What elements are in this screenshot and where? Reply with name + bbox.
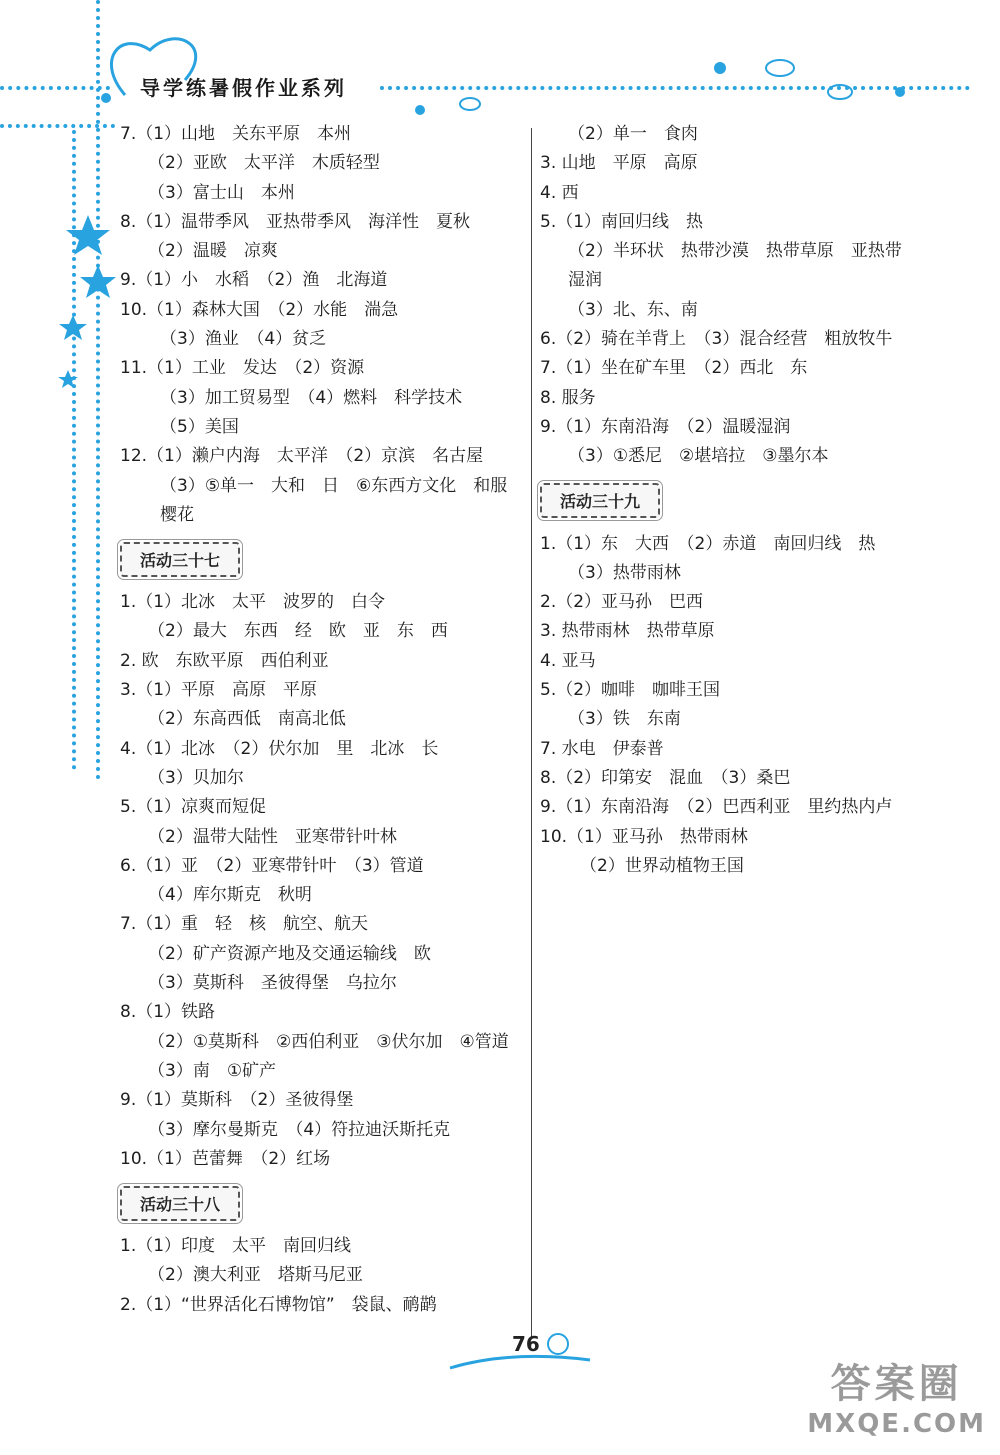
answer-line: （2）矿产资源产地及交通运输线 欧 bbox=[148, 943, 431, 964]
answer-line: 5.（1）凉爽而短促 bbox=[120, 797, 267, 818]
answer-line: （2）温带大陆性 亚寒带针叶林 bbox=[148, 826, 397, 847]
watermark bbox=[807, 1352, 986, 1439]
answer-line: 樱花 bbox=[160, 504, 194, 525]
answer-line: 12.（1）濑户内海 太平洋 （2）京滨 名古屋 bbox=[120, 446, 484, 467]
section-heading bbox=[120, 1174, 520, 1232]
answer-line: （3）南 ①矿产 bbox=[148, 1060, 277, 1081]
answer-line: 8.（1）铁路 bbox=[120, 1002, 216, 1023]
answer-line: 9.（1）东南沿海 （2）巴西利亚 里约热内卢 bbox=[540, 797, 893, 818]
answer-line: 3. 热带雨林 热带草原 bbox=[540, 621, 715, 642]
column-divider bbox=[531, 128, 532, 1338]
answer-line: 9.（1）东南沿海 （2）温暖湿润 bbox=[540, 416, 791, 437]
answer-line: 10.（1）森林大国 （2）水能 湍急 bbox=[120, 299, 399, 320]
answer-line: 2.（1）“世界活化石博物馆” 袋鼠、鸸鹋 bbox=[120, 1294, 437, 1315]
answer-line: （2）世界动植物王国 bbox=[580, 855, 744, 876]
star-icon bbox=[58, 210, 118, 430]
answer-line: （3）①悉尼 ②堪培拉 ③墨尔本 bbox=[568, 446, 829, 467]
answer-line: 5.（1）南回归线 热 bbox=[540, 211, 704, 232]
heart-icon bbox=[0, 0, 1000, 130]
answer-line: 9.（1）小 水稻 （2）渔 北海道 bbox=[120, 270, 388, 291]
dotted-rule bbox=[380, 86, 970, 90]
answer-line: （3）铁 东南 bbox=[568, 709, 681, 730]
answer-line: （2）最大 东西 经 欧 亚 东 西 bbox=[148, 621, 448, 642]
answer-line: 9.（1）莫斯科 （2）圣彼得堡 bbox=[120, 1090, 354, 1111]
answer-line: （3）莫斯科 圣彼得堡 乌拉尔 bbox=[148, 973, 397, 994]
answer-line: （3）北、东、南 bbox=[568, 299, 698, 320]
answer-line: （3）渔业 （4）贫乏 bbox=[160, 329, 327, 350]
answer-line: 7.（1）重 轻 核 航空、航天 bbox=[120, 914, 369, 935]
answer-line: 4. 西 bbox=[540, 182, 579, 203]
series-title: 导学练暑假作业系列 bbox=[140, 76, 347, 100]
section-heading bbox=[120, 530, 520, 588]
answer-line: 8.（1）温带季风 亚热带季风 海洋性 夏秋 bbox=[120, 211, 471, 232]
answer-line: （3）摩尔曼斯克 （4）符拉迪沃斯托克 bbox=[148, 1119, 451, 1140]
section-badge: 活动三十九 bbox=[540, 483, 660, 518]
answer-line: （3）贝加尔 bbox=[148, 767, 244, 788]
answer-line: 3.（1）平原 高原 平原 bbox=[120, 680, 318, 701]
answer-line: 8. 服务 bbox=[540, 387, 596, 408]
answer-line: 7.（1）坐在矿车里 （2）西北 东 bbox=[540, 358, 808, 379]
answer-column-right bbox=[540, 120, 960, 881]
answer-line: 1.（1）东 大西 （2）赤道 南回归线 热 bbox=[540, 533, 876, 554]
answer-line: 7.（1）山地 关东平原 本州 bbox=[120, 124, 352, 144]
answer-line: （4）库尔斯克 秋明 bbox=[148, 885, 312, 906]
answer-line: （2）澳大利亚 塔斯马尼亚 bbox=[148, 1265, 363, 1286]
answer-line: 11.（1）工业 发达 （2）资源 bbox=[120, 358, 365, 379]
watermark-text: 答案圈 bbox=[830, 1361, 963, 1407]
answer-line: 10.（1）芭蕾舞 （2）红场 bbox=[120, 1148, 331, 1169]
answer-line: 4. 亚马 bbox=[540, 650, 596, 671]
answer-line: （3）加工贸易型 （4）燃料 科学技术 bbox=[160, 387, 463, 408]
answer-line: （3）富士山 本州 bbox=[148, 182, 295, 203]
answer-line: （5）美国 bbox=[160, 416, 239, 437]
answer-line: （3）⑤单一 大和 日 ⑥东西方文化 和服 bbox=[160, 475, 508, 496]
answer-column-left bbox=[120, 120, 520, 1320]
dotted-rule bbox=[0, 86, 110, 90]
answer-line: 7. 水电 伊泰普 bbox=[540, 738, 664, 759]
page-number: 76 bbox=[512, 1332, 540, 1356]
section-badge: 活动三十七 bbox=[120, 542, 240, 577]
answer-line: （2）亚欧 太平洋 木质轻型 bbox=[148, 153, 380, 174]
answer-line: 6.（2）骑在羊背上 （3）混合经营 粗放牧牛 bbox=[540, 329, 893, 350]
answer-line: 6.（1）亚 （2）亚寒带针叶 （3）管道 bbox=[120, 855, 424, 876]
section-badge: 活动三十八 bbox=[120, 1186, 240, 1221]
answer-line: 2. 欧 东欧平原 西伯利亚 bbox=[120, 650, 329, 671]
answer-line: 1.（1）北冰 太平 波罗的 白令 bbox=[120, 592, 386, 613]
answer-line: 3. 山地 平原 高原 bbox=[540, 153, 698, 174]
answer-line: （2）半环状 热带沙漠 热带草原 亚热带 bbox=[568, 241, 902, 262]
answer-line: （3）热带雨林 bbox=[568, 562, 681, 583]
answer-line: 2.（2）亚马孙 巴西 bbox=[540, 592, 704, 613]
watermark-url: MXQE.COM bbox=[807, 1409, 986, 1439]
answer-line: （2）东高西低 南高北低 bbox=[148, 709, 346, 730]
answer-line: 1.（1）印度 太平 南回归线 bbox=[120, 1236, 352, 1257]
answer-line: 10.（1）亚马孙 热带雨林 bbox=[540, 826, 748, 847]
answer-line: （2）①莫斯科 ②西伯利亚 ③伏尔加 ④管道 bbox=[148, 1031, 509, 1052]
section-heading bbox=[540, 472, 960, 530]
answer-line: 5.（2）咖啡 咖啡王国 bbox=[540, 680, 721, 701]
answer-line: （2）单一 食肉 bbox=[568, 124, 698, 144]
answer-line: 8.（2）印第安 混血 （3）桑巴 bbox=[540, 767, 791, 788]
answer-line: 湿润 bbox=[568, 270, 602, 291]
answer-line: 4.（1）北冰 （2）伏尔加 里 北冰 长 bbox=[120, 738, 439, 759]
answer-line: （2）温暖 凉爽 bbox=[148, 241, 278, 262]
